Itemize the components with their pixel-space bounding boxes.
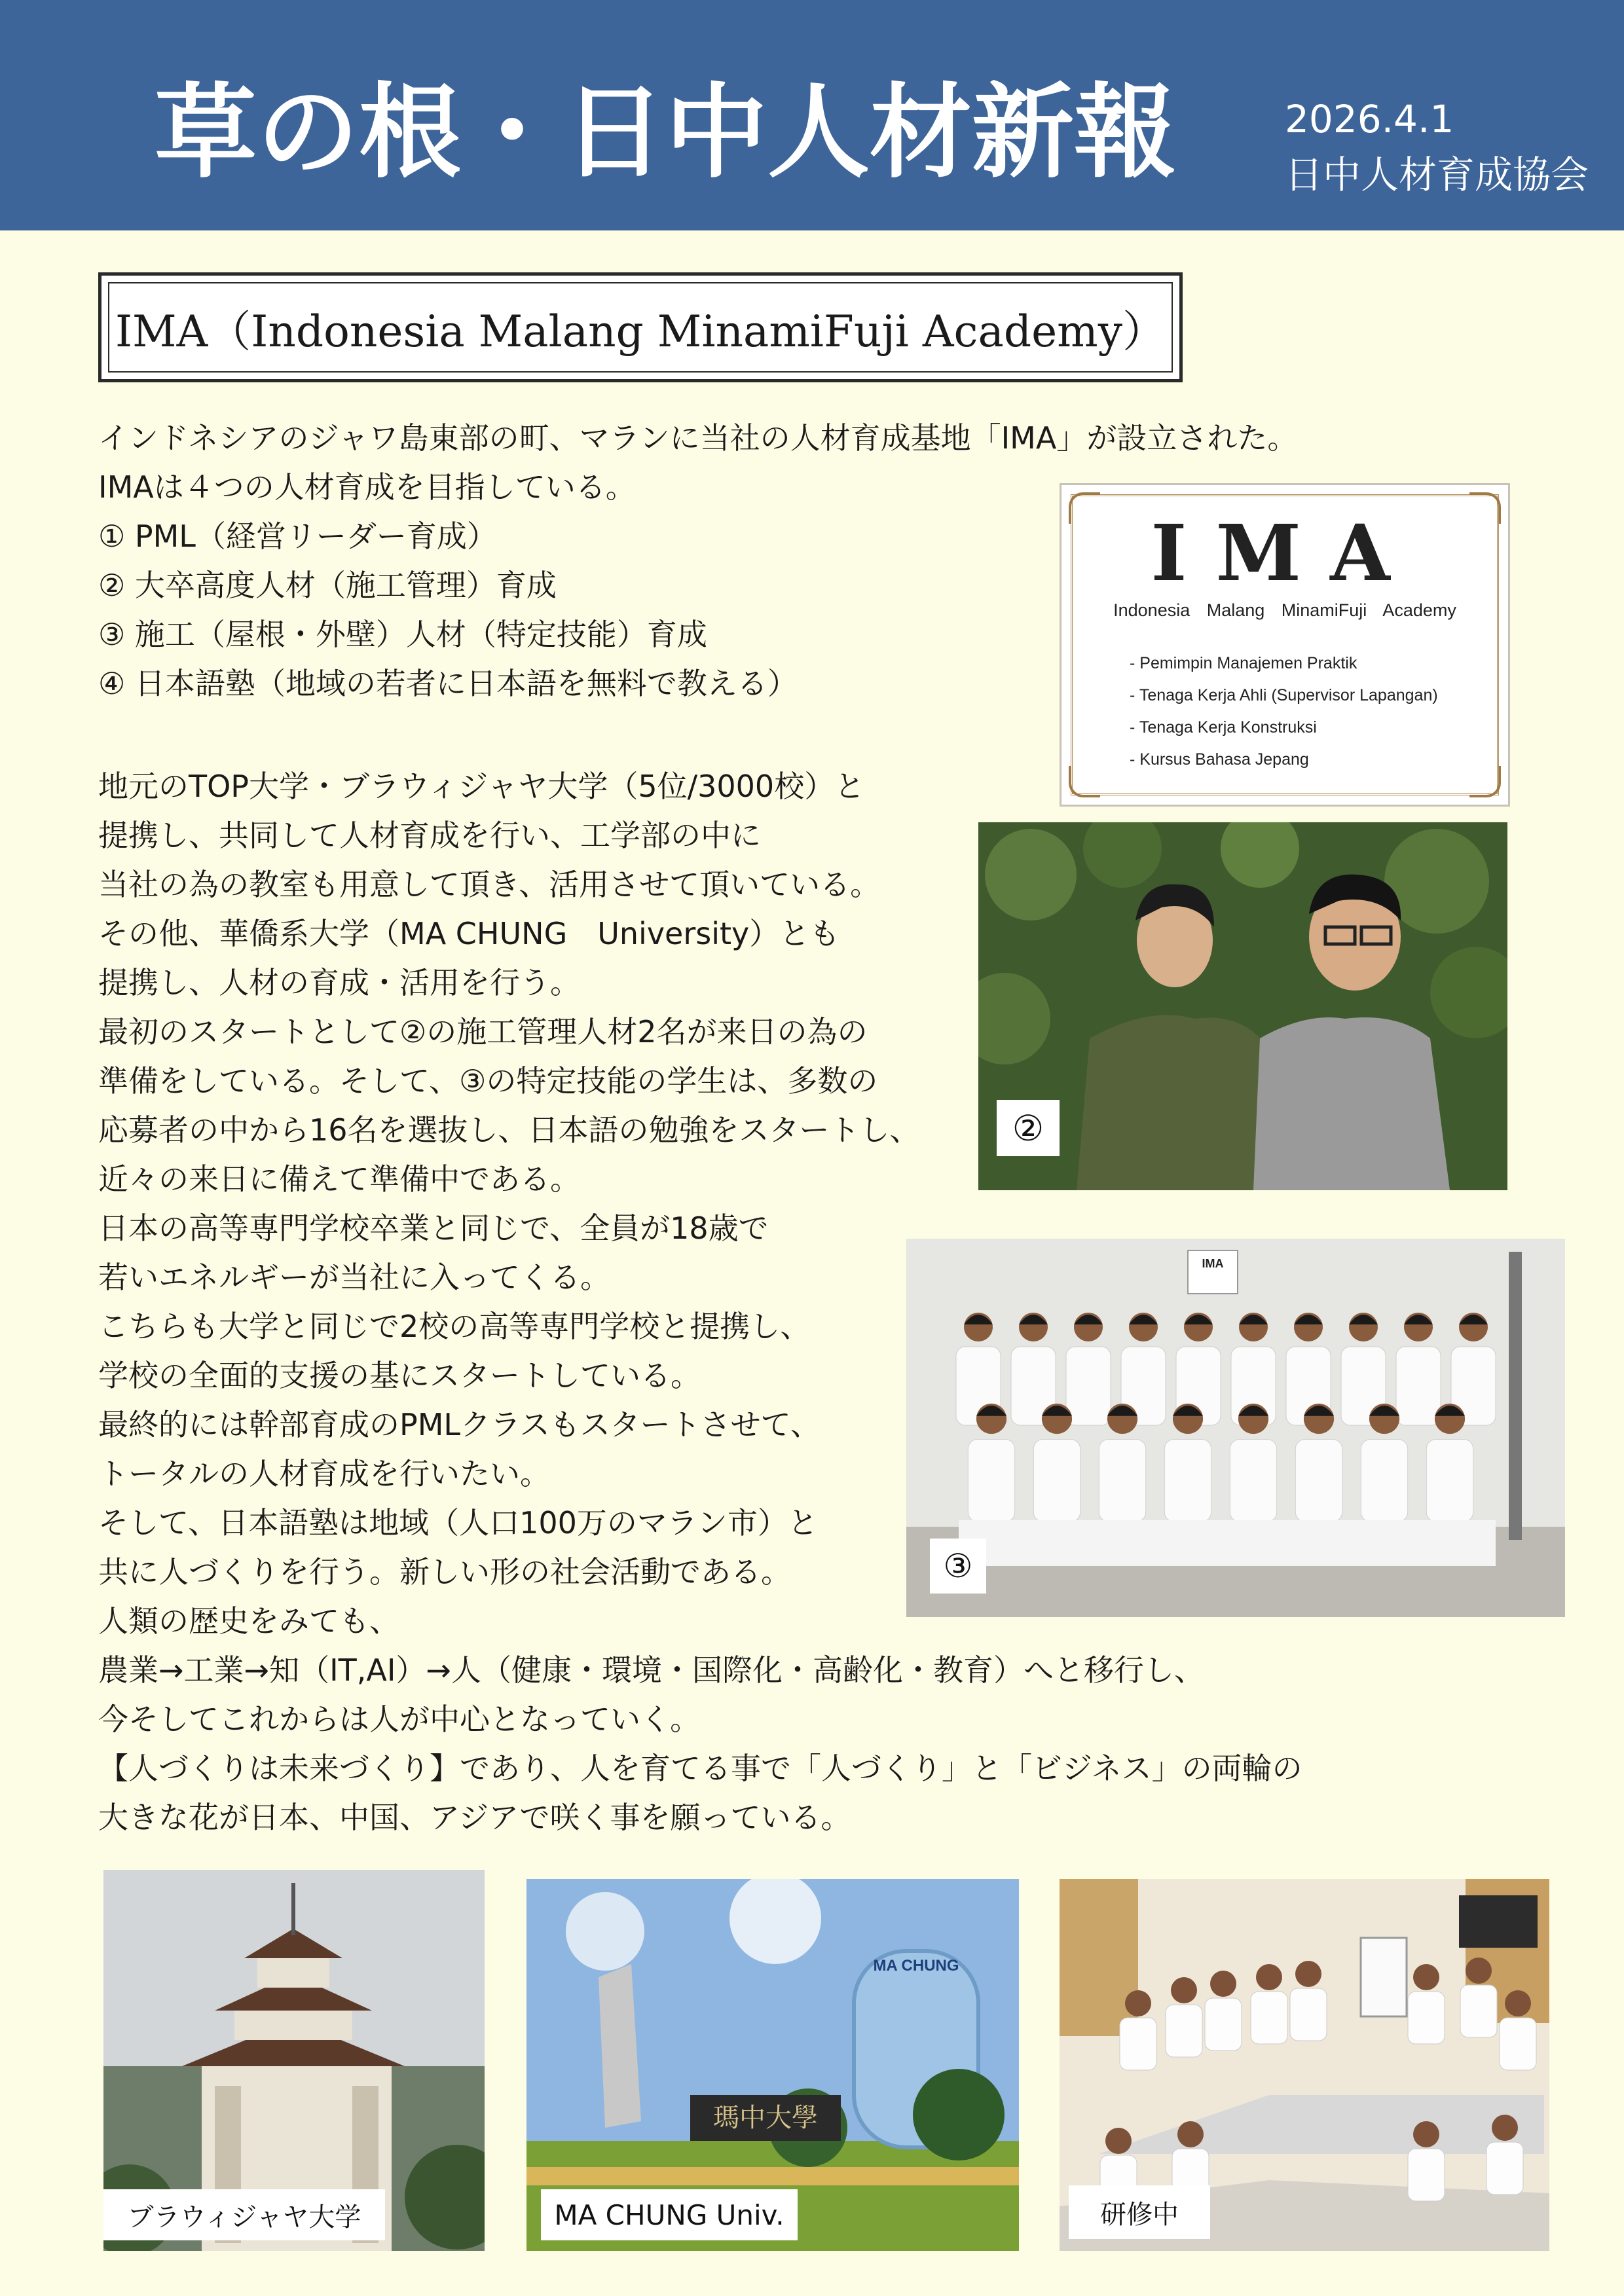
ornament-corner-icon bbox=[1469, 766, 1501, 797]
body-line: そして、日本語塾は地域（人口100万のマラン市）と bbox=[98, 1505, 818, 1540]
body-line: 当社の為の教室も用意して頂き、活用させて頂いている。 bbox=[98, 867, 881, 902]
body-line: 提携し、共同して人材育成を行い、工学部の中に bbox=[98, 818, 761, 853]
group-poster-text: IMA bbox=[1202, 1257, 1224, 1270]
ima-program-list bbox=[1130, 647, 1438, 776]
body-line: 若いエネルギーが当社に入ってくる。 bbox=[98, 1260, 610, 1295]
trainee-figure bbox=[1500, 1990, 1536, 2070]
article-title-box bbox=[98, 272, 1183, 382]
body-line: ③ 施工（屋根・外壁）人材（特定技能）育成 bbox=[98, 617, 707, 652]
ima-logo-card bbox=[1060, 483, 1510, 807]
photo-training bbox=[1060, 1879, 1549, 2251]
body-line: 農業→工業→知（IT,AI）→人（健康・環境・国際化・高齢化・教育）へと移行し、 bbox=[98, 1652, 1204, 1688]
body-line: 近々の来日に備えて準備中である。 bbox=[98, 1161, 580, 1197]
photo-two-men-label: ② bbox=[997, 1100, 1060, 1156]
body-line: インドネシアのジャワ島東部の町、マランに当社の人材育成基地「IMA」が設立された。 bbox=[98, 420, 1298, 456]
trainee-figure bbox=[1251, 1964, 1287, 2044]
body-line: 【人づくりは未来づくり】であり、人を育てる事で「人づくり」と「ビジネス」の両輪の bbox=[98, 1751, 1302, 1786]
photo-brawijaya-university bbox=[103, 1870, 485, 2251]
body-line: 提携し、人材の育成・活用を行う。 bbox=[98, 965, 580, 1000]
body-line: 日本の高等専門学校卒業と同じで、全員が18歳で bbox=[98, 1211, 769, 1246]
photo-two-men bbox=[978, 822, 1507, 1190]
publisher-name: 日中人材育成協会 bbox=[1285, 153, 1589, 197]
body-line: ② 大卒高度人材（施工管理）育成 bbox=[98, 568, 557, 603]
body-line: 最初のスタートとして②の施工管理人材2名が来日の為の bbox=[98, 1014, 868, 1049]
trainee-figure bbox=[1408, 1964, 1445, 2044]
body-line: 人類の歴史をみても、 bbox=[98, 1603, 399, 1639]
machung-tower-text: MA CHUNG bbox=[873, 1957, 959, 1975]
trainee-figure bbox=[1166, 1977, 1202, 2057]
photo-student-group bbox=[906, 1239, 1565, 1617]
masthead-banner bbox=[0, 0, 1624, 230]
trainee-figure bbox=[1290, 1961, 1327, 2041]
ima-program-item: - Tenaga Kerja Ahli (Supervisor Lapangan) bbox=[1130, 686, 1438, 704]
trainee-figure bbox=[1486, 2115, 1523, 2195]
body-line: ① PML（経営リーダー育成） bbox=[98, 519, 497, 554]
article-title: IMA（Indonesia Malang MinamiFuji Academy） bbox=[108, 282, 1173, 373]
photo-brawijaya-label: ブラウィジャヤ大学 bbox=[103, 2189, 385, 2240]
body-line: 応募者の中から16名を選抜し、日本語の勉強をスタートし、 bbox=[98, 1112, 920, 1148]
ornament-corner-icon bbox=[1069, 766, 1100, 797]
body-line: 今そしてこれからは人が中心となっていく。 bbox=[98, 1702, 701, 1737]
trainee-figure bbox=[1408, 2121, 1445, 2201]
photo-machung-university bbox=[526, 1879, 1019, 2251]
newspaper-title: 草の根・日中人材新報 bbox=[155, 73, 1176, 192]
ima-program-item: - Pemimpin Manajemen Praktik bbox=[1130, 654, 1357, 672]
trainee-figure bbox=[1205, 1971, 1242, 2050]
body-line: 最終的には幹部育成のPMLクラスもスタートさせて、 bbox=[98, 1407, 821, 1442]
body-line: IMAは４つの人材育成を目指している。 bbox=[98, 469, 636, 505]
body-line: トータルの人材育成を行いたい。 bbox=[98, 1456, 550, 1491]
body-line: 学校の全面的支援の基にスタートしている。 bbox=[98, 1358, 701, 1393]
body-line: 地元のTOP大学・ブラウィジャヤ大学（5位/3000校）と bbox=[98, 769, 865, 804]
body-line: 共に人づくりを行う。新しい形の社会活動である。 bbox=[98, 1554, 791, 1590]
photo-student-group-label: ③ bbox=[930, 1539, 986, 1594]
trainee-figure bbox=[1460, 1958, 1497, 2037]
photo-machung-label: MA CHUNG Univ. bbox=[541, 2189, 798, 2240]
kneeling-legs bbox=[959, 1520, 1496, 1566]
body-line: その他、華僑系大学（MA CHUNG University）とも bbox=[98, 916, 840, 951]
body-line: 準備をしている。そして、③の特定技能の学生は、多数の bbox=[98, 1063, 878, 1099]
photo-training-label: 研修中 bbox=[1069, 2185, 1210, 2239]
photo-student-group-image bbox=[906, 1239, 1565, 1617]
ima-logo-text: IMA bbox=[1151, 507, 1419, 598]
ima-logo-subtitle: Indonesia Malang MinamiFuji Academy bbox=[1113, 600, 1456, 620]
issue-date: 2026.4.1 bbox=[1285, 97, 1454, 141]
body-line: こちらも大学と同じで2校の高等専門学校と提携し、 bbox=[98, 1309, 811, 1344]
ima-program-item: - Tenaga Kerja Konstruksi bbox=[1130, 718, 1317, 737]
ima-program-item: - Kursus Bahasa Jepang bbox=[1130, 750, 1309, 769]
body-line: 大きな花が日本、中国、アジアで咲く事を願っている。 bbox=[98, 1800, 851, 1835]
trainee-figure bbox=[1120, 1990, 1156, 2070]
machung-sign-text: 瑪中大學 bbox=[713, 2103, 818, 2133]
body-line: ④ 日本語塾（地域の若者に日本語を無料で教える） bbox=[98, 666, 798, 701]
